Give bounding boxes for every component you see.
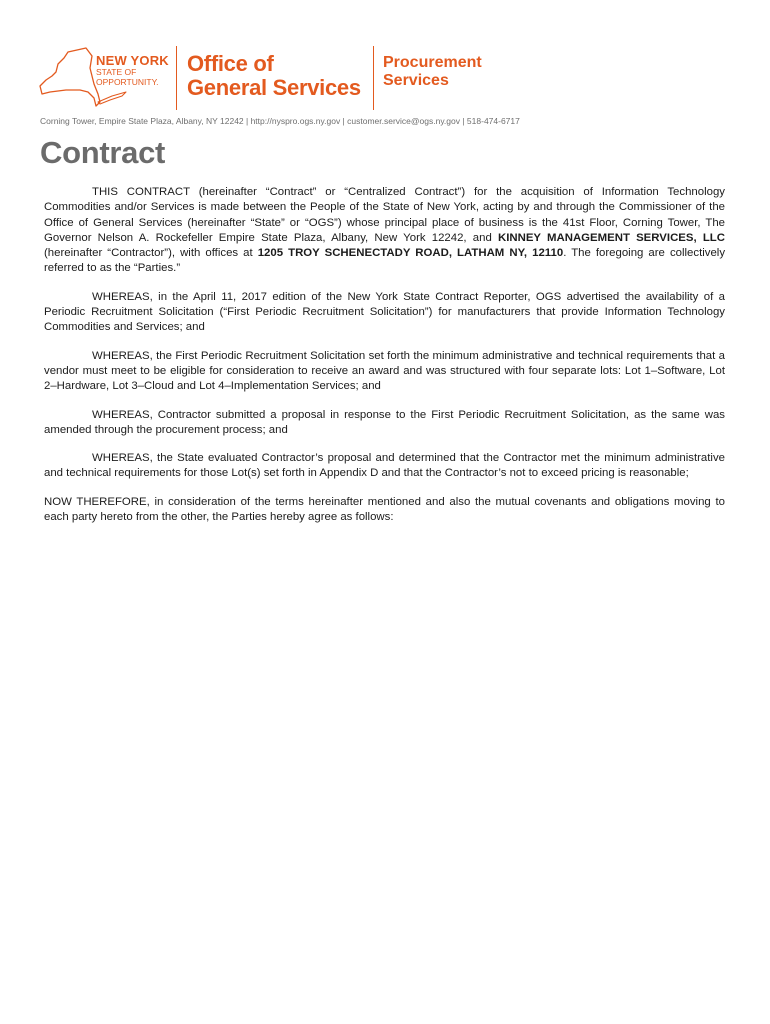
contract-body: [44, 185, 725, 538]
whereas-paragraph: WHEREAS, in the April 11, 2017 edition of the New York State Contract Reporter, OGS advertised the availability of a Periodic Recruitment Solicitation (“First Periodic Recruitment Solicitation”) for manufacturers that provide Information Technology Commodities and Services; and: [44, 290, 725, 334]
ogs-logo-text: [187, 52, 361, 100]
ogs-line1: Office of: [187, 51, 274, 76]
letterhead: [38, 44, 498, 110]
intro-text-3: . The foregoing are collectively referred to as the “Parties.”: [44, 247, 726, 275]
page-title: Contract: [40, 135, 166, 170]
intro-text-2: (hereinafter “Contractor”), with offices at: [44, 247, 258, 260]
procurement-services-text: [383, 54, 482, 90]
whereas-paragraph: WHEREAS, Contractor submitted a proposal in response to the First Periodic Recruitment Solicitation, as the same was amended through the procurement process; and: [44, 408, 725, 436]
nys-logo-line1: NEW YORK: [96, 53, 169, 68]
procurement-line2: Services: [383, 72, 449, 89]
whereas-paragraph: WHEREAS, the State evaluated Contractor’s proposal and determined that the Contractor met the minimum administrative and technical requirements for those Lot(s) set forth in Appendix D and that the Contractor’s not to exceed pricing is reasonable;: [44, 452, 725, 480]
logo-divider: [176, 46, 177, 110]
contact-line: Corning Tower, Empire State Plaza, Albany, NY 12242 | http://nyspro.ogs.ny.gov | customer.service@ogs.ny.gov | 518-474-6717: [40, 116, 520, 126]
now-therefore-paragraph: NOW THEREFORE, in consideration of the terms hereinafter mentioned and also the mutual covenants and obligations moving to each party hereto from the other, the Parties hereby agree as follows:: [44, 495, 725, 524]
nys-logo-text: [96, 54, 169, 87]
nys-logo-line2: STATE OF: [96, 67, 137, 77]
procurement-line1: Procurement: [383, 54, 482, 71]
contractor-name: KINNEY MANAGEMENT SERVICES, LLC: [497, 231, 725, 244]
ogs-line2: General Services: [187, 75, 361, 100]
whereas-paragraph: WHEREAS, the First Periodic Recruitment Solicitation set forth the minimum administrative and technical requirements that a vendor must meet to be eligible for consideration to receive an award and was structured with four separate lots: Lot 1–Software, Lot 2–Hardware, Lot 3–Cloud and Lot 4–Implementation Services; and: [44, 349, 725, 393]
nys-logo-line3: OPPORTUNITY.: [96, 76, 159, 87]
logo-divider: [373, 46, 374, 110]
intro-paragraph: [44, 185, 725, 277]
contractor-address: 1205 TROY SCHENECTADY ROAD, LATHAM NY, 12110: [257, 247, 564, 260]
intro-text-1: THIS CONTRACT (hereinafter “Contract” or “Centralized Contract”) for the acquisition of Information Technology Commodities and/or Services is made between the People of the State of New York, acting by and through the Commissioner of the Office of General Services (hereinafter “State” or “OGS”) whose principal place of business is the 41st Floor, Corning Tower, The Governor Nelson A. Rockefeller Empire State Plaza, Albany, New York 12242, and: [44, 186, 725, 244]
